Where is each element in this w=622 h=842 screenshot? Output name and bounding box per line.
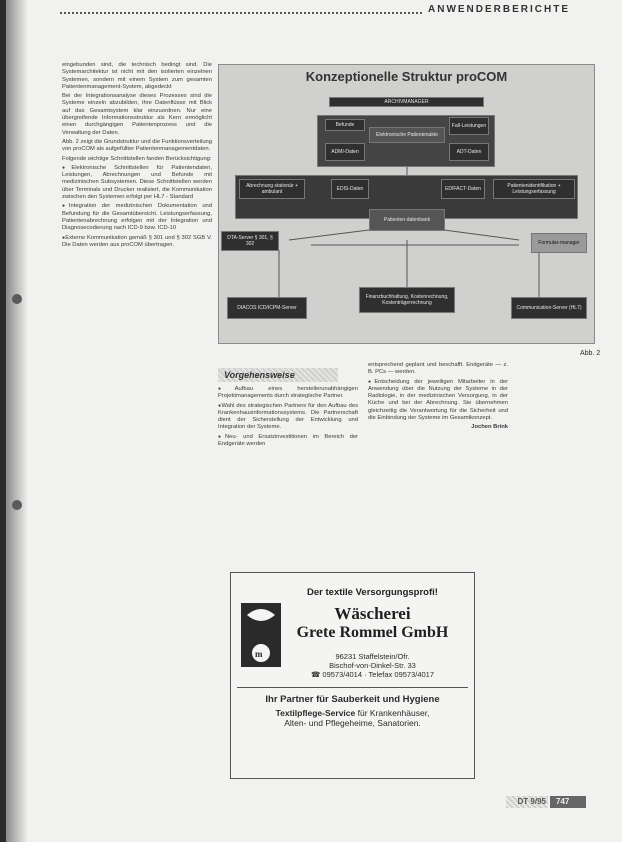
structure-diagram xyxy=(218,64,595,344)
diagram-box-diacos: DIACOS ICD/ICPM-Server xyxy=(227,297,307,319)
company-name-line2: Grete Rommel GmbH xyxy=(296,624,449,641)
section-header: ANWENDERBERICHTE xyxy=(424,4,570,15)
ad-service2: Alten- und Pflegeheime, Sanatorien. xyxy=(284,718,421,728)
figure-label: Abb. 2 xyxy=(580,350,601,357)
diagram-title: Konzeptionelle Struktur proCOM xyxy=(305,69,508,84)
diagram-box-edifact: EDIFACT-Daten xyxy=(441,179,485,199)
diagram-box-akte: Elektronische Patientenakte xyxy=(369,127,445,143)
ad-headline: Der textile Versorgungsprofi! xyxy=(307,587,438,598)
diagram-box-formular: Formular-manager xyxy=(531,233,587,253)
diagram-box-patientenid: Patientenidentifikation + Leistungserfassung xyxy=(493,179,575,199)
paragraph: Folgende wichtige Schnittstellen fanden Berücksichtigung: xyxy=(62,155,212,162)
company-logo-icon xyxy=(239,601,287,669)
ad-address1: 96231 Staffelstein/Ofr. xyxy=(335,652,410,661)
middle-column xyxy=(218,386,358,561)
footer-page-box xyxy=(550,796,586,808)
author: Jochen Brink xyxy=(471,424,508,431)
ad-service-rest: für Krankenhäuser, xyxy=(355,708,430,718)
paragraph: eingebunden sind, die technisch bedingt sind. Die Systemarchitektur ist nicht mit den isolierten einzelnen Systemen, sondern mit einem System zum gesamten Patientenmanagement-System, abgedeckt xyxy=(62,62,212,90)
page-number: 747 xyxy=(556,797,570,806)
svg-text:m: m xyxy=(255,649,263,659)
ad-address2: Bischof-von-Dinkel-Str. 33 xyxy=(329,661,416,670)
bullet-item: ● Externe Kommunikation gemäß § 301 und § 302 SGB V. Die Daten werden aus proCOM übertragen. xyxy=(62,235,212,250)
footer-issue: DT 9/95 xyxy=(517,797,546,806)
diagram-box-edis: EDIS-Daten xyxy=(331,179,369,199)
bullet-item: ● Entscheidung der jeweiligen Mitarbeiter in der Anwendung über die Nutzung der Systeme in der Radiologie, in der medizinischen Versorgung, in der Küche und bei der Abrechnung. Sie übernehmen gleichzeitig die Verantwortung für die Sicherheit und die Einbindung der Systeme im Gesamtkonzept. xyxy=(368,379,508,423)
ad-phone: ☎ 09573/4014 · Telefax 09573/4017 xyxy=(310,670,435,679)
diagram-box-befunde: Befunde xyxy=(325,119,365,131)
section-heading-bar xyxy=(218,368,338,382)
bullet-item: ● Elektronische Schnittstellen für Patientendaten, Leistungen, Abrechnungen und Befunde mit medizinischen Subsystemen. Diese Schnittstellen werden über Terminals und Drucker realisiert, die Kommunikation zwischen den Systemen erfolgt per HL7 - Standard xyxy=(62,165,212,201)
paragraph: Abb. 2 zeigt die Grundstruktur und die Funktionsverteilung von proCOM als aufgefüllter Patientenmanagementdaten. xyxy=(62,138,212,153)
bullet-item: ● Integration der medizinischen Dokumentation und Befundung für die Gesamtübersicht. Leistungserfassung, Patientenabrechnung erfolgen mit der Integration und Diagnosecodierung nach ICD-9 bzw. ICD-10 xyxy=(62,203,212,232)
diagram-box-comm: Communication-Server (HL7) xyxy=(511,297,587,319)
section-heading: Vorgehensweise xyxy=(224,370,295,380)
advertisement xyxy=(230,572,475,779)
diagram-box-dta: DTA-Server § 301, § 302 xyxy=(221,231,279,251)
paragraph: Bei der Integrationsanalyse dieses Prozesses sind die Systeme einzeln abzubilden, ihre Datenflüsse mit Blick auf das Gesamtsystem klar einzuordnen. Nur eine übergreifende Informationsstruktur als Kern ermöglicht einen durchgängigen Patientenprozess und die Verwaltung der Daten. xyxy=(62,93,212,136)
paragraph: entsprechend geplant und beschafft. Endgeräte — z. B. PCs — werden. xyxy=(368,362,508,376)
page-footer xyxy=(506,796,586,808)
left-column xyxy=(62,62,212,770)
page-edge xyxy=(0,0,6,842)
diagram-box-adt-right: ADT-Daten xyxy=(449,143,489,161)
diagram-box-finanz: Finanzbuchhaltung, Kostenrechnung, Kostenträgerrechnung xyxy=(359,287,455,313)
bullet-item: ● Aufbau eines herstellerunabhängigen Projektmanagements durch strategische Partner. xyxy=(218,386,358,401)
bullet-item: ● Neu- und Ersatzinvestitionen im Bereich der Endgeräte werden xyxy=(218,434,358,449)
diagram-box-abrechnung: Abrechnung stationär + ambulant xyxy=(239,179,305,199)
ad-service-bold: Textilpflege-Service xyxy=(275,708,356,718)
binding-hole xyxy=(12,294,22,304)
diagram-box-adt-left: ADMI-Daten xyxy=(325,143,365,161)
diagram-box-archiv: ARCHIVMANAGER xyxy=(329,97,484,107)
right-column xyxy=(368,362,508,562)
binding-hole xyxy=(12,500,22,510)
ad-tagline: Ihr Partner für Sauberkeit und Hygiene xyxy=(265,694,440,705)
footer-issue-box xyxy=(506,796,548,808)
company-name-line1: Wäscherei xyxy=(334,604,411,623)
diagram-box-fall: Fall-Leistungen xyxy=(449,117,489,135)
bullet-item: ● Wahl des strategischen Partners für den Aufbau des Krankenhausinformationssystems. Die Partnerschaft dient der Sicherstellung der Entwicklung und Integration der Systeme. xyxy=(218,403,358,432)
diagram-box-datenbank: Patienten-datenbank xyxy=(369,209,445,231)
